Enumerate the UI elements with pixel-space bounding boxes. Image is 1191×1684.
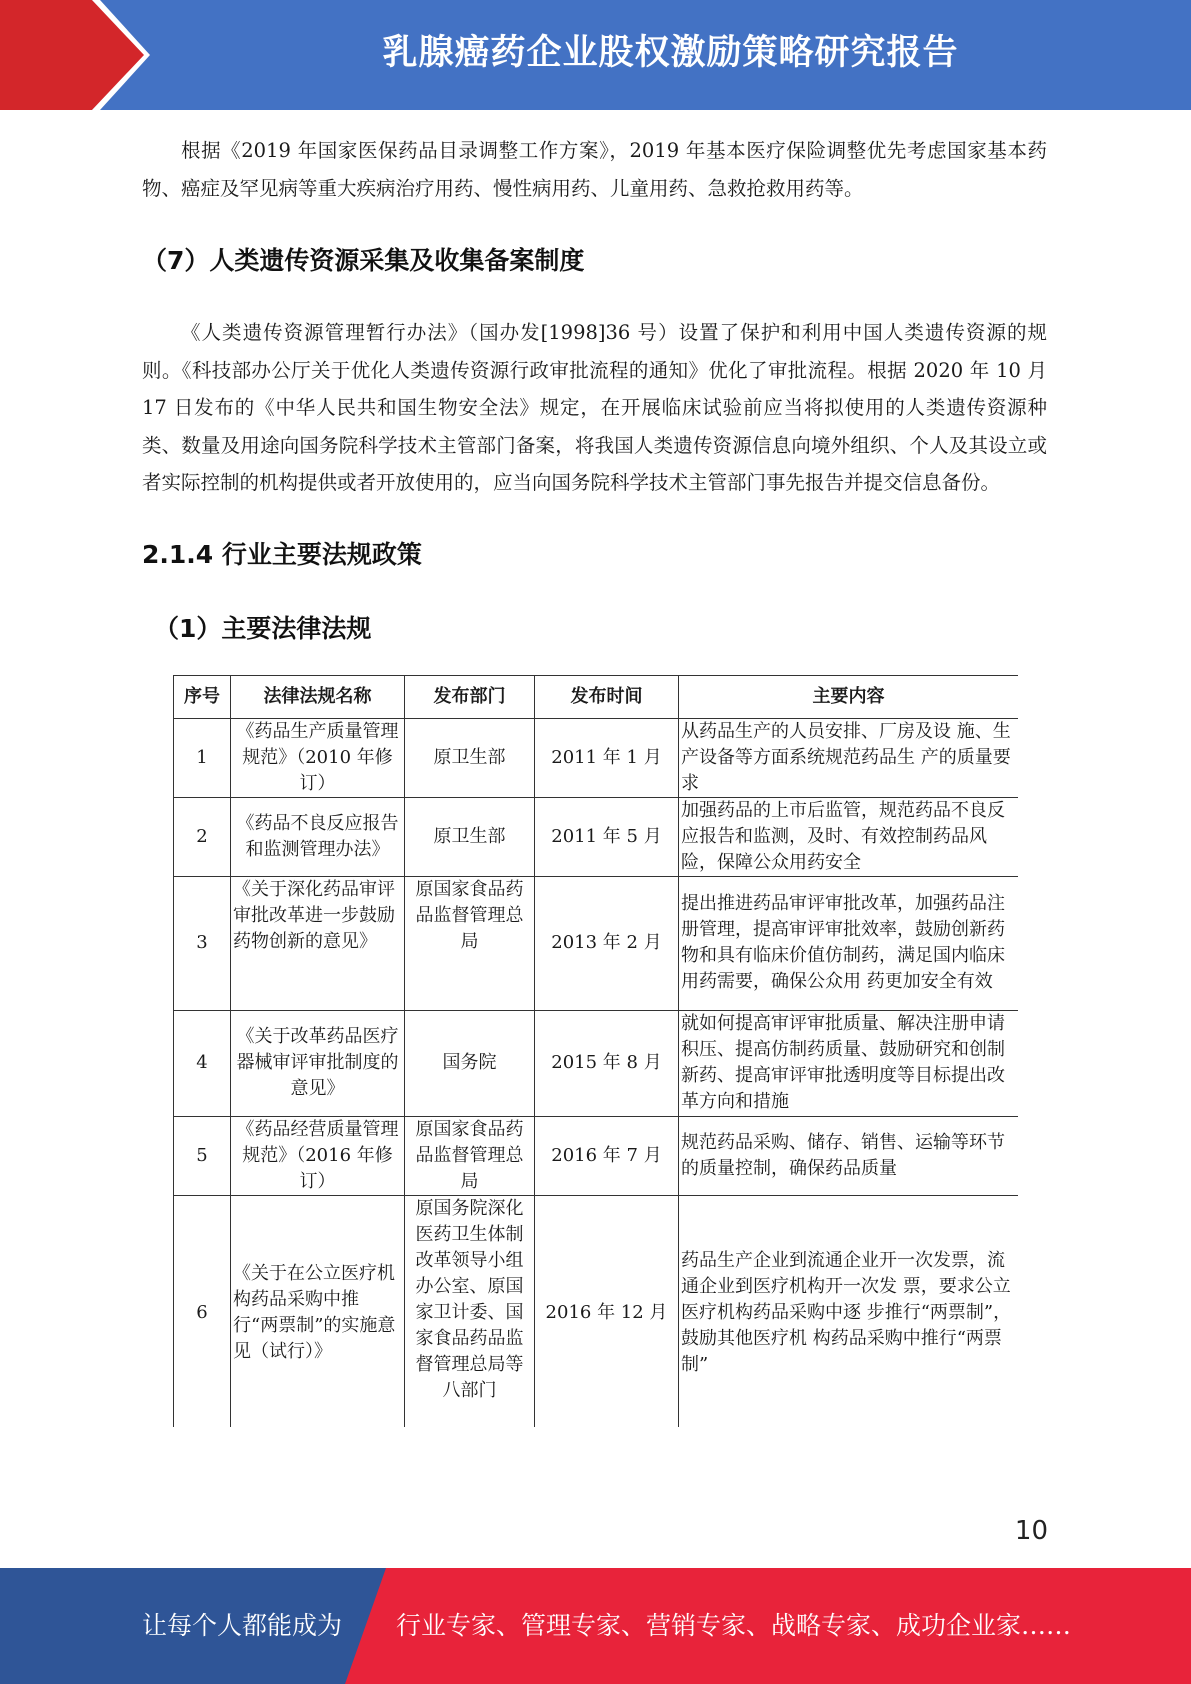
issuing-department: 原卫生部	[405, 797, 535, 876]
regulation-name: 《药品经营质量管理规范》（2016 年修订）	[231, 1116, 405, 1195]
main-content: 规范药品采购、储存、销售、运输等环节的质量控制，确保药品质量	[679, 1116, 1019, 1195]
column-header: 发布部门	[405, 675, 535, 718]
subsection-1-heading: （1）主要法律法规	[154, 613, 372, 643]
regulation-name: 《药品不良反应报告和监测管理办法》	[231, 797, 405, 876]
main-content: 就如何提高审评审批质量、解决注册申请积压、提高仿制药质量、鼓励研究和创制新药、提高审评审批透明度等目标提出改革方向和措施	[679, 1010, 1019, 1116]
row-number: 1	[174, 718, 231, 797]
section-7-heading: （7）人类遗传资源采集及收集备案制度	[142, 246, 585, 275]
row-number: 5	[174, 1116, 231, 1195]
table-row	[174, 1195, 1019, 1427]
issue-date: 2011 年 5 月	[535, 797, 679, 876]
table-row	[174, 1116, 1019, 1195]
issuing-department: 国务院	[405, 1010, 535, 1116]
issue-date: 2015 年 8 月	[535, 1010, 679, 1116]
table-row	[174, 797, 1019, 876]
main-content: 加强药品的上市后监管，规范药品不良反应报告和监测，及时、有效控制药品风险，保障公众用药安全	[679, 797, 1019, 876]
row-number: 2	[174, 797, 231, 876]
page-header	[0, 0, 1191, 110]
section-7-paragraph: 《人类遗传资源管理暂行办法》（国办发[1998]36 号）设置了保护和利用中国人类遗传资源的规则。《科技部办公厅关于优化人类遗传资源行政审批流程的通知》优化了审批流程。根据 2020 年 10 月 17 日发布的《中华人民共和国生物安全法》规定，在开展临床试验前应当将拟使用的人类遗传资源种类、数量及用途向国务院科学技术主管部门备案，将我国人类遗传资源信息向境外组织、个人及其设立或者实际控制的机构提供或者开放使用的，应当向国务院科学技术主管部门事先报告并提交信息备份。	[142, 321, 1047, 494]
issue-date: 2016 年 7 月	[535, 1116, 679, 1195]
issuing-department: 原国务院深化医药卫生体制改革领导小组办公室、原国家卫计委、国家食品药品监督管理总局等八部门	[405, 1195, 535, 1427]
column-header: 序号	[174, 675, 231, 718]
issue-date: 2011 年 1 月	[535, 718, 679, 797]
table-row	[174, 718, 1019, 797]
issuing-department: 原卫生部	[405, 718, 535, 797]
page-footer	[0, 1568, 1191, 1684]
issue-date: 2013 年 2 月	[535, 876, 679, 1010]
column-header: 主要内容	[679, 675, 1019, 718]
regulation-name: 《关于改革药品医疗器械审评审批制度的意见》	[231, 1010, 405, 1116]
regulation-name: 《药品生产质量管理规范》（2010 年修订）	[231, 718, 405, 797]
intro-paragraph: 根据《2019 年国家医保药品目录调整工作方案》，2019 年基本医疗保险调整优先考虑国家基本药物、癌症及罕见病等重大疾病治疗用药、慢性病用药、儿童用药、急救抢救用药等。	[142, 139, 1047, 200]
column-header: 法律法规名称	[231, 675, 405, 718]
footer-slogan-left: 让每个人都能成为	[142, 1611, 343, 1640]
main-content: 提出推进药品审评审批改革，加强药品注册管理，提高审评审批效率，鼓励创新药物和具有临床价值仿制药，满足国内临床用药需要，确保公众用 药更加安全有效	[679, 876, 1019, 1010]
section-2-1-4-heading: 2.1.4 行业主要法规政策	[142, 539, 422, 569]
main-content: 药品生产企业到流通企业开一次发票，流通企业到医疗机构开一次发 票，要求公立医疗机构药品采购中逐 步推行“两票制”，鼓励其他医疗机 构药品采购中推行“两票制”	[679, 1195, 1019, 1427]
issuing-department: 原国家食品药品监督管理总局	[405, 876, 535, 1010]
column-header: 发布时间	[535, 675, 679, 718]
regulation-name: 《关于深化药品审评审批改革进一步鼓励药物创新的意见》	[231, 876, 405, 1010]
issuing-department: 原国家食品药品监督管理总局	[405, 1116, 535, 1195]
table-row	[174, 1010, 1019, 1116]
regulation-name: 《关于在公立医疗机构药品采购中推行“两票制”的实施意见（试行）》	[231, 1195, 405, 1427]
table-header-row	[174, 675, 1019, 718]
regulations-table-container	[173, 675, 1018, 1427]
issue-date: 2016 年 12 月	[535, 1195, 679, 1427]
row-number: 6	[174, 1195, 231, 1427]
row-number: 4	[174, 1010, 231, 1116]
regulations-table	[173, 675, 1018, 1427]
page-content	[142, 132, 1047, 1427]
footer-slogan-right: 行业专家、管理专家、营销专家、战略专家、成功企业家……	[396, 1611, 1072, 1640]
row-number: 3	[174, 876, 231, 1010]
page-number: 10	[1014, 1516, 1048, 1546]
main-content: 从药品生产的人员安排、厂房及设 施、生产设备等方面系统规范药品生 产的质量要求	[679, 718, 1019, 797]
report-title: 乳腺癌药企业股权激励策略研究报告	[382, 33, 959, 73]
table-row	[174, 876, 1019, 1010]
